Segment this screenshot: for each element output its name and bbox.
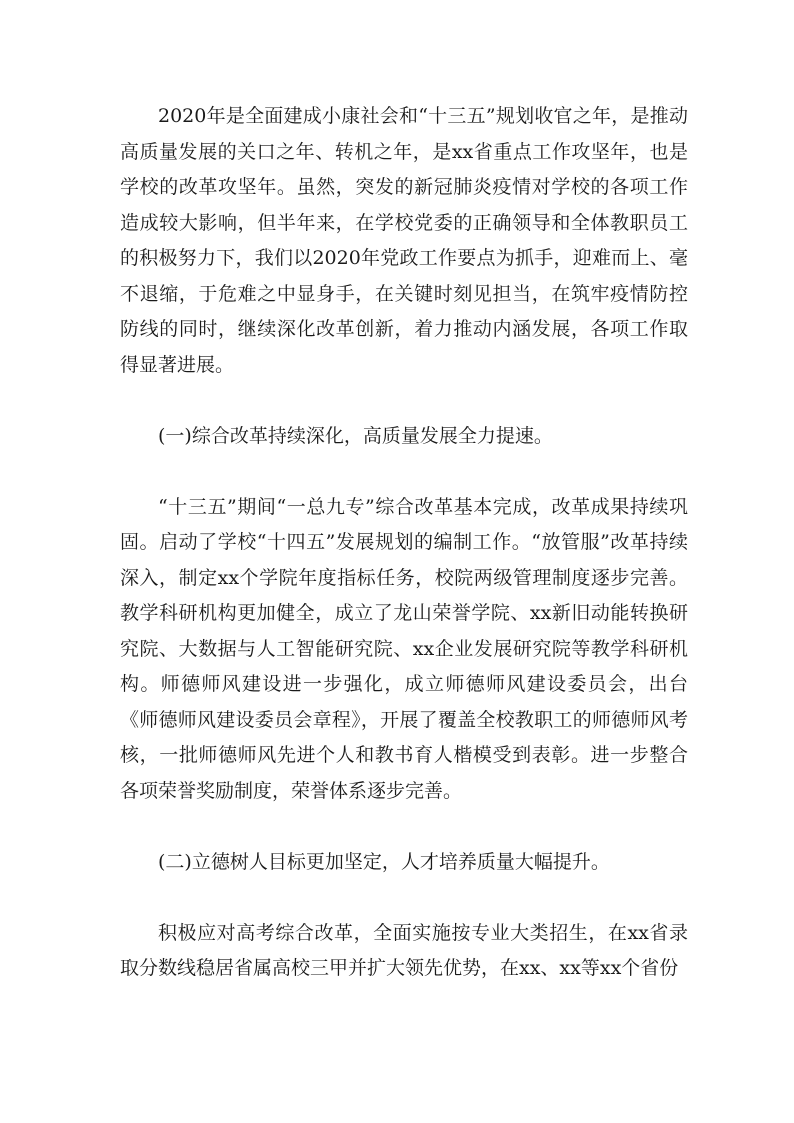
intro-paragraph: 2020年是全面建成小康社会和“十三五”规划收官之年，是推动高质量发展的关口之年、转机之年，是xx省重点工作攻坚年，也是学校的改革攻坚年。虽然，突发的新冠肺炎疫情对学校的各项工作造成较大影响，但半年来，在学校党委的正确领导和全体教职员工的积极努力下，我们以2020年党政工作要点为抓手，迎难而上、毫不退缩，于危难之中显身手，在关键时刻见担当，在筑牢疫情防控防线的同时，继续深化改革创新，着力推动内涵发展，各项工作取得显著进展。 <box>120 105 688 376</box>
section-1-paragraph: “十三五”期间“一总九专”综合改革基本完成，改革成果持续巩固。启动了学校“十四五”发展规划的编制工作。“放管服”改革持续深入，制定xx个学院年度指标任务，校院两级管理制度逐步完善。教学科研机构更加健全，成立了龙山荣誉学院、xx新旧动能转换研究院、大数据与人工智能研究院、xx企业发展研究院等教学科研机构。师德师风建设进一步强化，成立师德师风建设委员会，出台《师德师风建设委员会章程》，开展了覆盖全校教职工的师德师风考核，一批师德师风先进个人和教书育人楷模受到表彰。进一步整合各项荣誉奖励制度，荣誉体系逐步完善。 <box>120 495 688 802</box>
section-2-paragraph: 积极应对高考综合改革，全面实施按专业大类招生，在xx省录取分数线稳居省属高校三甲并扩大领先优势，在xx、xx等xx个省份 <box>120 921 688 979</box>
document-body <box>120 99 688 987</box>
section-heading-1: (一)综合改革持续深化，高质量发展全力提速。 <box>158 424 553 447</box>
section-heading-2: (二)立德树人目标更加坚定，人才培养质量大幅提升。 <box>158 850 610 873</box>
